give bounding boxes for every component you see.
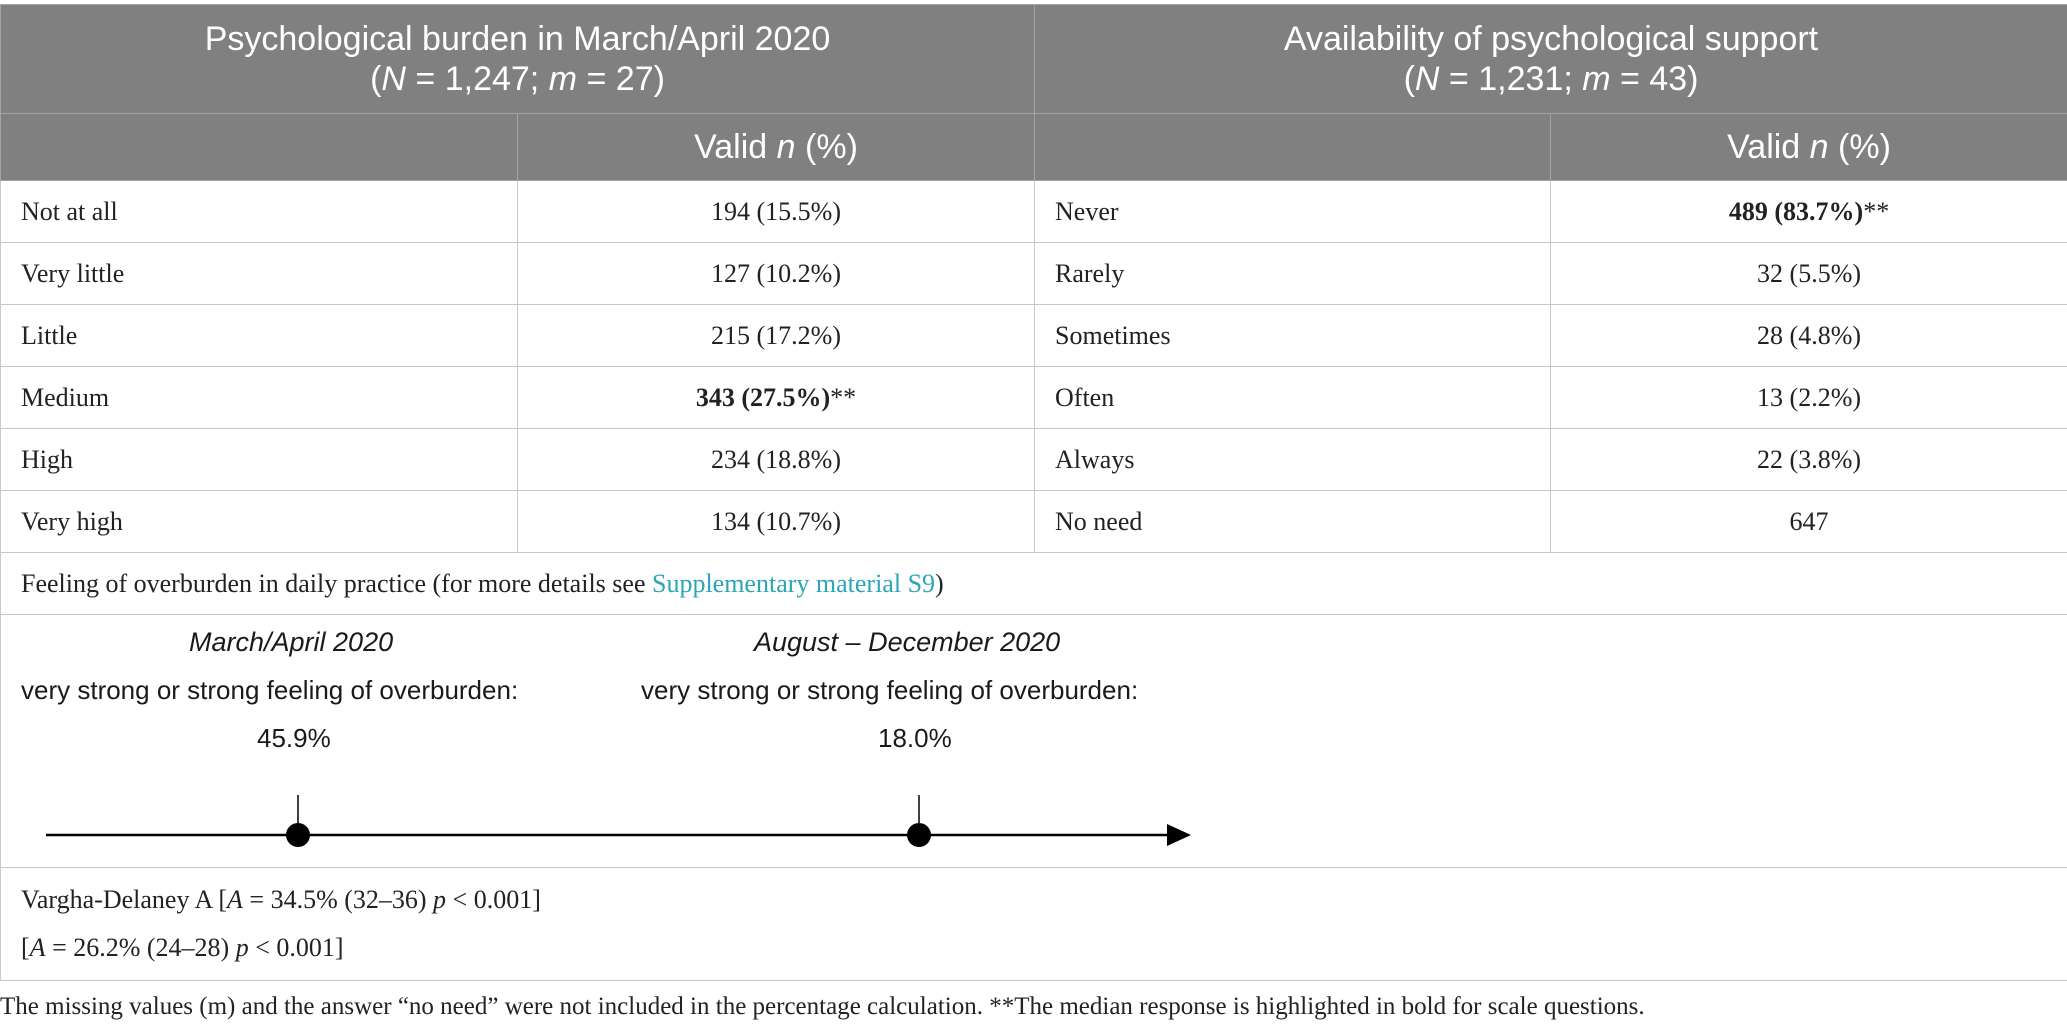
results-table — [0, 4, 2067, 981]
overburden-row — [1, 553, 2067, 615]
support-value: 32 (5.5%) — [1551, 243, 2067, 305]
burden-value: 234 (18.8%) — [518, 429, 1035, 491]
header-right-title: Availability of psychological support — [1283, 20, 1819, 58]
period-1-value: 45.9% — [257, 723, 331, 753]
support-value: 28 (4.8%) — [1551, 305, 2067, 367]
burden-label: Not at all — [1, 181, 518, 243]
period-2-value: 18.0% — [878, 723, 952, 753]
subheader-empty-left — [1, 114, 518, 181]
overburden-figure-cell — [1, 615, 2067, 868]
header-left-title: Psychological burden in March/April 2020 — [204, 20, 831, 58]
figure-row — [1, 615, 2067, 868]
support-label: Rarely — [1035, 243, 1551, 305]
stats-row — [1, 868, 2067, 981]
subheader-row — [1, 114, 2067, 181]
burden-value: 194 (15.5%) — [518, 181, 1035, 243]
period-2-description: very strong or strong feeling of overburden: — [641, 675, 1139, 705]
burden-value: 127 (10.2%) — [518, 243, 1035, 305]
support-label: Always — [1035, 429, 1551, 491]
timeline-graphic — [1, 615, 2066, 867]
burden-label: Little — [1, 305, 518, 367]
table-row — [1, 367, 2067, 429]
vargha-delaney-stats — [1, 868, 2067, 981]
support-value — [1551, 181, 2067, 243]
median-marker: ** — [1863, 196, 1890, 226]
support-value: 13 (2.2%) — [1551, 367, 2067, 429]
overburden-timeline — [1, 615, 2066, 867]
support-value: 22 (3.8%) — [1551, 429, 2067, 491]
burden-value — [518, 367, 1035, 429]
subheader-empty-right — [1035, 114, 1551, 181]
timeline-point-2 — [907, 823, 931, 847]
overburden-caption: Feeling of overburden in daily practice (for more details see Supplementary material S9) — [1, 553, 2067, 615]
burden-label: Medium — [1, 367, 518, 429]
table-row — [1, 305, 2067, 367]
table-row — [1, 491, 2067, 553]
median-value: 343 (27.5%) — [695, 382, 831, 412]
header-psychological-support — [1035, 5, 2067, 114]
median-marker: ** — [830, 382, 857, 412]
table-footnote: The missing values (m) and the answer “no need” were not included in the percentage calculation. **The median response is highlighted in bold for scale questions. — [0, 993, 1645, 1020]
support-label: Never — [1035, 181, 1551, 243]
timeline-point-1 — [286, 823, 310, 847]
period-march-april: March/April 2020 — [189, 627, 394, 657]
timeline-arrowhead — [1167, 824, 1191, 846]
support-label: Sometimes — [1035, 305, 1551, 367]
support-label: No need — [1035, 491, 1551, 553]
burden-value: 215 (17.2%) — [518, 305, 1035, 367]
burden-label: High — [1, 429, 518, 491]
median-value: 489 (83.7%) — [1728, 196, 1864, 226]
table-row — [1, 181, 2067, 243]
stats-line-2: [A = 26.2% (24–28) p < 0.001] — [21, 933, 344, 962]
subheader-valid-left: Valid n (%) — [518, 114, 1035, 181]
period-august-december: August – December 2020 — [754, 627, 1061, 657]
support-value: 647 — [1551, 491, 2067, 553]
period-1-description: very strong or strong feeling of overburden: — [21, 675, 519, 705]
table-row — [1, 429, 2067, 491]
supplementary-link[interactable]: Supplementary material S9 — [651, 568, 936, 598]
subheader-valid-right: Valid n (%) — [1551, 114, 2067, 181]
table-row — [1, 243, 2067, 305]
burden-value: 134 (10.7%) — [518, 491, 1035, 553]
stats-line-1: Vargha-Delaney A [A = 34.5% (32–36) p < 0.001] — [21, 885, 541, 914]
header-row — [1, 5, 2067, 114]
header-left-sample: (N = 1,247; m = 27) — [370, 60, 665, 98]
burden-label: Very high — [1, 491, 518, 553]
support-label: Often — [1035, 367, 1551, 429]
header-psychological-burden — [1, 5, 1035, 114]
burden-label: Very little — [1, 243, 518, 305]
header-right-sample: (N = 1,231; m = 43) — [1403, 60, 1699, 98]
